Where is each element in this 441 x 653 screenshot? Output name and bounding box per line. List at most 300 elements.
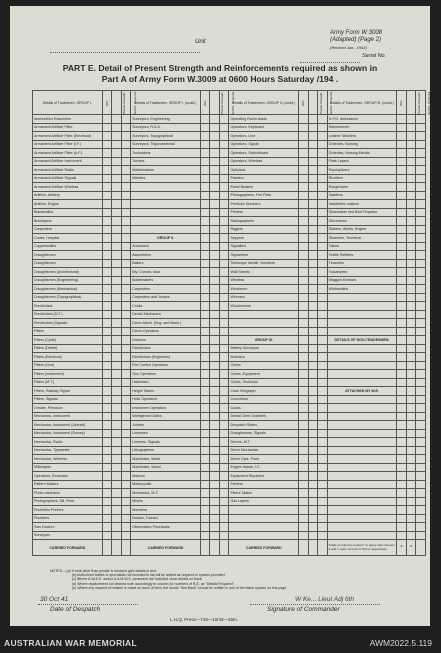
entry-cell[interactable] xyxy=(318,251,328,260)
entry-cell[interactable] xyxy=(121,259,131,268)
entry-cell[interactable] xyxy=(308,446,318,455)
entry-cell[interactable] xyxy=(102,157,112,166)
entry-cell[interactable] xyxy=(299,276,309,285)
entry-cell[interactable] xyxy=(318,353,328,362)
entry-cell[interactable] xyxy=(200,225,210,234)
entry-cell[interactable] xyxy=(219,191,229,200)
entry-cell[interactable] xyxy=(219,514,229,523)
entry-cell[interactable] xyxy=(299,412,309,421)
entry-cell[interactable] xyxy=(210,225,220,234)
entry-cell[interactable] xyxy=(219,157,229,166)
entry-cell[interactable] xyxy=(308,370,318,379)
entry-cell[interactable] xyxy=(318,421,328,430)
entry-cell[interactable] xyxy=(406,140,416,149)
entry-cell[interactable] xyxy=(121,480,131,489)
entry-cell[interactable] xyxy=(219,293,229,302)
entry-cell[interactable] xyxy=(102,191,112,200)
entry-cell[interactable] xyxy=(397,268,407,277)
entry-cell[interactable] xyxy=(406,387,416,396)
entry-cell[interactable] xyxy=(416,438,426,447)
entry-cell[interactable] xyxy=(200,183,210,192)
entry-cell[interactable] xyxy=(308,242,318,251)
entry-cell[interactable] xyxy=(112,132,122,141)
entry-cell[interactable] xyxy=(416,497,426,506)
entry-cell[interactable] xyxy=(121,497,131,506)
entry-cell[interactable] xyxy=(200,268,210,277)
entry-cell[interactable] xyxy=(112,540,122,556)
entry-cell[interactable] xyxy=(200,149,210,158)
entry-cell[interactable] xyxy=(121,276,131,285)
entry-cell[interactable] xyxy=(102,514,112,523)
entry-cell[interactable] xyxy=(200,480,210,489)
entry-cell[interactable] xyxy=(318,489,328,498)
entry-cell[interactable] xyxy=(406,455,416,464)
entry-cell[interactable] xyxy=(308,438,318,447)
entry-cell[interactable] xyxy=(299,285,309,294)
entry-cell[interactable] xyxy=(299,123,309,132)
entry-cell[interactable] xyxy=(299,217,309,226)
entry-cell[interactable] xyxy=(200,310,210,319)
entry-cell[interactable] xyxy=(219,412,229,421)
entry-cell[interactable] xyxy=(308,387,318,396)
entry-cell[interactable] xyxy=(121,540,131,556)
entry-cell[interactable] xyxy=(318,472,328,481)
entry-cell[interactable] xyxy=(318,531,328,540)
entry-cell[interactable] xyxy=(406,429,416,438)
entry-cell[interactable] xyxy=(121,361,131,370)
entry-cell[interactable] xyxy=(397,421,407,430)
entry-cell[interactable] xyxy=(406,480,416,489)
entry-cell[interactable] xyxy=(102,217,112,226)
entry-cell[interactable] xyxy=(299,149,309,158)
entry-cell[interactable] xyxy=(210,242,220,251)
entry-cell[interactable] xyxy=(112,302,122,311)
entry-cell[interactable] xyxy=(200,387,210,396)
entry-cell[interactable] xyxy=(219,276,229,285)
entry-cell[interactable] xyxy=(308,157,318,166)
entry-cell[interactable] xyxy=(299,293,309,302)
entry-cell[interactable] xyxy=(121,412,131,421)
entry-cell[interactable] xyxy=(299,166,309,175)
entry-cell[interactable] xyxy=(219,497,229,506)
entry-cell[interactable] xyxy=(219,242,229,251)
entry-cell[interactable] xyxy=(121,242,131,251)
entry-cell[interactable] xyxy=(416,191,426,200)
total-star-cell[interactable] xyxy=(416,540,426,556)
entry-cell[interactable] xyxy=(318,174,328,183)
entry-cell[interactable] xyxy=(406,523,416,532)
entry-cell[interactable] xyxy=(112,285,122,294)
entry-cell[interactable] xyxy=(210,276,220,285)
entry-cell[interactable] xyxy=(112,378,122,387)
entry-cell[interactable] xyxy=(397,115,407,124)
entry-cell[interactable] xyxy=(318,404,328,413)
entry-cell[interactable] xyxy=(112,387,122,396)
entry-cell[interactable] xyxy=(200,429,210,438)
entry-cell[interactable] xyxy=(397,387,407,396)
entry-cell[interactable] xyxy=(416,200,426,209)
entry-cell[interactable] xyxy=(210,506,220,515)
entry-cell[interactable] xyxy=(397,429,407,438)
entry-cell[interactable] xyxy=(299,540,309,556)
entry-cell[interactable] xyxy=(210,438,220,447)
entry-cell[interactable] xyxy=(112,344,122,353)
entry-cell[interactable] xyxy=(219,378,229,387)
entry-cell[interactable] xyxy=(308,191,318,200)
entry-cell[interactable] xyxy=(200,395,210,404)
entry-cell[interactable] xyxy=(112,268,122,277)
entry-cell[interactable] xyxy=(112,412,122,421)
entry-cell[interactable] xyxy=(397,370,407,379)
entry-cell[interactable] xyxy=(200,208,210,217)
entry-cell[interactable] xyxy=(406,421,416,430)
entry-cell[interactable] xyxy=(200,446,210,455)
entry-cell[interactable] xyxy=(406,336,416,345)
entry-cell[interactable] xyxy=(308,268,318,277)
entry-cell[interactable] xyxy=(308,463,318,472)
entry-cell[interactable] xyxy=(112,421,122,430)
entry-cell[interactable] xyxy=(219,344,229,353)
entry-cell[interactable] xyxy=(210,446,220,455)
entry-cell[interactable] xyxy=(416,259,426,268)
entry-cell[interactable] xyxy=(219,446,229,455)
entry-cell[interactable] xyxy=(200,336,210,345)
entry-cell[interactable] xyxy=(406,225,416,234)
entry-cell[interactable] xyxy=(299,523,309,532)
entry-cell[interactable] xyxy=(397,157,407,166)
entry-cell[interactable] xyxy=(397,149,407,158)
entry-cell[interactable] xyxy=(397,455,407,464)
entry-cell[interactable] xyxy=(210,370,220,379)
entry-cell[interactable] xyxy=(416,344,426,353)
entry-cell[interactable] xyxy=(200,489,210,498)
entry-cell[interactable] xyxy=(102,429,112,438)
entry-cell[interactable] xyxy=(219,166,229,175)
entry-cell[interactable] xyxy=(121,336,131,345)
entry-cell[interactable] xyxy=(416,293,426,302)
entry-cell[interactable] xyxy=(318,191,328,200)
entry-cell[interactable] xyxy=(308,166,318,175)
entry-cell[interactable] xyxy=(318,370,328,379)
entry-cell[interactable] xyxy=(102,472,112,481)
entry-cell[interactable] xyxy=(397,251,407,260)
entry-cell[interactable] xyxy=(318,268,328,277)
entry-cell[interactable] xyxy=(416,514,426,523)
entry-cell[interactable] xyxy=(121,208,131,217)
entry-cell[interactable] xyxy=(219,174,229,183)
entry-cell[interactable] xyxy=(308,395,318,404)
entry-cell[interactable] xyxy=(219,123,229,132)
entry-cell[interactable] xyxy=(299,208,309,217)
entry-cell[interactable] xyxy=(219,225,229,234)
entry-cell[interactable] xyxy=(112,472,122,481)
entry-cell[interactable] xyxy=(219,217,229,226)
entry-cell[interactable] xyxy=(210,251,220,260)
entry-cell[interactable] xyxy=(121,319,131,328)
entry-cell[interactable] xyxy=(397,319,407,328)
entry-cell[interactable] xyxy=(416,446,426,455)
entry-cell[interactable] xyxy=(397,293,407,302)
entry-cell[interactable] xyxy=(210,472,220,481)
entry-cell[interactable] xyxy=(219,327,229,336)
entry-cell[interactable] xyxy=(121,234,131,243)
entry-cell[interactable] xyxy=(397,523,407,532)
entry-cell[interactable] xyxy=(200,123,210,132)
entry-cell[interactable] xyxy=(121,344,131,353)
entry-cell[interactable] xyxy=(397,480,407,489)
entry-cell[interactable] xyxy=(210,149,220,158)
entry-cell[interactable] xyxy=(397,344,407,353)
entry-cell[interactable] xyxy=(210,174,220,183)
entry-cell[interactable] xyxy=(299,387,309,396)
entry-cell[interactable] xyxy=(318,327,328,336)
entry-cell[interactable] xyxy=(406,132,416,141)
entry-cell[interactable] xyxy=(406,438,416,447)
entry-cell[interactable] xyxy=(308,523,318,532)
entry-cell[interactable] xyxy=(397,174,407,183)
entry-cell[interactable] xyxy=(121,378,131,387)
entry-cell[interactable] xyxy=(308,412,318,421)
entry-cell[interactable] xyxy=(102,293,112,302)
entry-cell[interactable] xyxy=(200,412,210,421)
entry-cell[interactable] xyxy=(318,225,328,234)
entry-cell[interactable] xyxy=(219,353,229,362)
entry-cell[interactable] xyxy=(318,200,328,209)
entry-cell[interactable] xyxy=(102,421,112,430)
entry-cell[interactable] xyxy=(406,506,416,515)
entry-cell[interactable] xyxy=(210,327,220,336)
entry-cell[interactable] xyxy=(210,319,220,328)
entry-cell[interactable] xyxy=(416,268,426,277)
entry-cell[interactable] xyxy=(121,395,131,404)
entry-cell[interactable] xyxy=(102,259,112,268)
entry-cell[interactable] xyxy=(299,514,309,523)
entry-cell[interactable] xyxy=(200,540,210,556)
entry-cell[interactable] xyxy=(219,421,229,430)
entry-cell[interactable] xyxy=(102,115,112,124)
entry-cell[interactable] xyxy=(112,489,122,498)
entry-cell[interactable] xyxy=(318,395,328,404)
entry-cell[interactable] xyxy=(299,395,309,404)
entry-cell[interactable] xyxy=(299,463,309,472)
entry-cell[interactable] xyxy=(299,472,309,481)
entry-cell[interactable] xyxy=(308,421,318,430)
entry-cell[interactable] xyxy=(210,310,220,319)
entry-cell[interactable] xyxy=(299,531,309,540)
entry-cell[interactable] xyxy=(112,429,122,438)
entry-cell[interactable] xyxy=(397,446,407,455)
entry-cell[interactable] xyxy=(102,540,112,556)
entry-cell[interactable] xyxy=(416,395,426,404)
entry-cell[interactable] xyxy=(102,344,112,353)
entry-cell[interactable] xyxy=(121,132,131,141)
entry-cell[interactable] xyxy=(416,208,426,217)
entry-cell[interactable] xyxy=(299,268,309,277)
entry-cell[interactable] xyxy=(102,319,112,328)
entry-cell[interactable] xyxy=(416,174,426,183)
entry-cell[interactable] xyxy=(210,395,220,404)
entry-cell[interactable] xyxy=(318,540,328,556)
entry-cell[interactable] xyxy=(200,378,210,387)
entry-cell[interactable] xyxy=(112,293,122,302)
entry-cell[interactable] xyxy=(416,370,426,379)
entry-cell[interactable] xyxy=(102,438,112,447)
entry-cell[interactable] xyxy=(219,132,229,141)
entry-cell[interactable] xyxy=(406,242,416,251)
entry-cell[interactable] xyxy=(112,480,122,489)
entry-cell[interactable] xyxy=(112,497,122,506)
entry-cell[interactable] xyxy=(210,123,220,132)
entry-cell[interactable] xyxy=(308,361,318,370)
entry-cell[interactable] xyxy=(219,489,229,498)
entry-cell[interactable] xyxy=(112,225,122,234)
entry-cell[interactable] xyxy=(397,217,407,226)
entry-cell[interactable] xyxy=(210,523,220,532)
entry-cell[interactable] xyxy=(406,293,416,302)
entry-cell[interactable] xyxy=(210,489,220,498)
entry-cell[interactable] xyxy=(210,455,220,464)
entry-cell[interactable] xyxy=(397,438,407,447)
entry-cell[interactable] xyxy=(416,387,426,396)
entry-cell[interactable] xyxy=(102,123,112,132)
entry-cell[interactable] xyxy=(210,404,220,413)
entry-cell[interactable] xyxy=(121,149,131,158)
entry-cell[interactable] xyxy=(308,183,318,192)
entry-cell[interactable] xyxy=(416,217,426,226)
entry-cell[interactable] xyxy=(210,463,220,472)
entry-cell[interactable] xyxy=(121,353,131,362)
entry-cell[interactable] xyxy=(299,429,309,438)
entry-cell[interactable] xyxy=(406,370,416,379)
entry-cell[interactable] xyxy=(416,183,426,192)
entry-cell[interactable] xyxy=(112,157,122,166)
entry-cell[interactable] xyxy=(308,140,318,149)
entry-cell[interactable] xyxy=(210,166,220,175)
entry-cell[interactable] xyxy=(121,115,131,124)
entry-cell[interactable] xyxy=(308,455,318,464)
entry-cell[interactable] xyxy=(210,234,220,243)
entry-cell[interactable] xyxy=(406,208,416,217)
entry-cell[interactable] xyxy=(416,327,426,336)
entry-cell[interactable] xyxy=(112,123,122,132)
entry-cell[interactable] xyxy=(219,463,229,472)
entry-cell[interactable] xyxy=(406,174,416,183)
entry-cell[interactable] xyxy=(102,234,112,243)
entry-cell[interactable] xyxy=(210,514,220,523)
entry-cell[interactable] xyxy=(121,251,131,260)
entry-cell[interactable] xyxy=(299,225,309,234)
entry-cell[interactable] xyxy=(102,242,112,251)
entry-cell[interactable] xyxy=(308,327,318,336)
entry-cell[interactable] xyxy=(200,166,210,175)
entry-cell[interactable] xyxy=(416,429,426,438)
entry-cell[interactable] xyxy=(102,310,112,319)
entry-cell[interactable] xyxy=(219,361,229,370)
entry-cell[interactable] xyxy=(416,140,426,149)
entry-cell[interactable] xyxy=(299,302,309,311)
entry-cell[interactable] xyxy=(219,310,229,319)
entry-cell[interactable] xyxy=(102,353,112,362)
entry-cell[interactable] xyxy=(318,446,328,455)
entry-cell[interactable] xyxy=(102,132,112,141)
entry-cell[interactable] xyxy=(397,276,407,285)
entry-cell[interactable] xyxy=(308,132,318,141)
entry-cell[interactable] xyxy=(219,523,229,532)
entry-cell[interactable] xyxy=(416,506,426,515)
entry-cell[interactable] xyxy=(406,157,416,166)
entry-cell[interactable] xyxy=(219,370,229,379)
entry-cell[interactable] xyxy=(102,174,112,183)
entry-cell[interactable] xyxy=(200,132,210,141)
entry-cell[interactable] xyxy=(299,370,309,379)
entry-cell[interactable] xyxy=(210,140,220,149)
entry-cell[interactable] xyxy=(219,115,229,124)
entry-cell[interactable] xyxy=(397,361,407,370)
entry-cell[interactable] xyxy=(406,344,416,353)
entry-cell[interactable] xyxy=(112,166,122,175)
entry-cell[interactable] xyxy=(210,183,220,192)
entry-cell[interactable] xyxy=(121,387,131,396)
entry-cell[interactable] xyxy=(406,302,416,311)
entry-cell[interactable] xyxy=(219,319,229,328)
entry-cell[interactable] xyxy=(210,268,220,277)
entry-cell[interactable] xyxy=(406,310,416,319)
entry-cell[interactable] xyxy=(416,531,426,540)
entry-cell[interactable] xyxy=(406,472,416,481)
entry-cell[interactable] xyxy=(308,310,318,319)
entry-cell[interactable] xyxy=(210,412,220,421)
entry-cell[interactable] xyxy=(200,242,210,251)
entry-cell[interactable] xyxy=(112,319,122,328)
entry-cell[interactable] xyxy=(299,242,309,251)
entry-cell[interactable] xyxy=(397,123,407,132)
entry-cell[interactable] xyxy=(112,353,122,362)
entry-cell[interactable] xyxy=(121,438,131,447)
entry-cell[interactable] xyxy=(121,200,131,209)
entry-cell[interactable] xyxy=(112,455,122,464)
entry-cell[interactable] xyxy=(406,234,416,243)
entry-cell[interactable] xyxy=(121,310,131,319)
entry-cell[interactable] xyxy=(318,132,328,141)
entry-cell[interactable] xyxy=(219,531,229,540)
entry-cell[interactable] xyxy=(112,191,122,200)
entry-cell[interactable] xyxy=(112,149,122,158)
entry-cell[interactable] xyxy=(397,285,407,294)
entry-cell[interactable] xyxy=(318,455,328,464)
entry-cell[interactable] xyxy=(200,523,210,532)
entry-cell[interactable] xyxy=(416,336,426,345)
entry-cell[interactable] xyxy=(397,242,407,251)
entry-cell[interactable] xyxy=(397,140,407,149)
entry-cell[interactable] xyxy=(102,200,112,209)
entry-cell[interactable] xyxy=(318,140,328,149)
entry-cell[interactable] xyxy=(308,480,318,489)
entry-cell[interactable] xyxy=(318,285,328,294)
entry-cell[interactable] xyxy=(318,319,328,328)
entry-cell[interactable] xyxy=(219,251,229,260)
entry-cell[interactable] xyxy=(299,132,309,141)
entry-cell[interactable] xyxy=(210,378,220,387)
entry-cell[interactable] xyxy=(416,378,426,387)
entry-cell[interactable] xyxy=(200,302,210,311)
entry-cell[interactable] xyxy=(102,387,112,396)
entry-cell[interactable] xyxy=(416,421,426,430)
entry-cell[interactable] xyxy=(397,506,407,515)
entry-cell[interactable] xyxy=(210,191,220,200)
entry-cell[interactable] xyxy=(416,463,426,472)
entry-cell[interactable] xyxy=(210,429,220,438)
entry-cell[interactable] xyxy=(102,361,112,370)
